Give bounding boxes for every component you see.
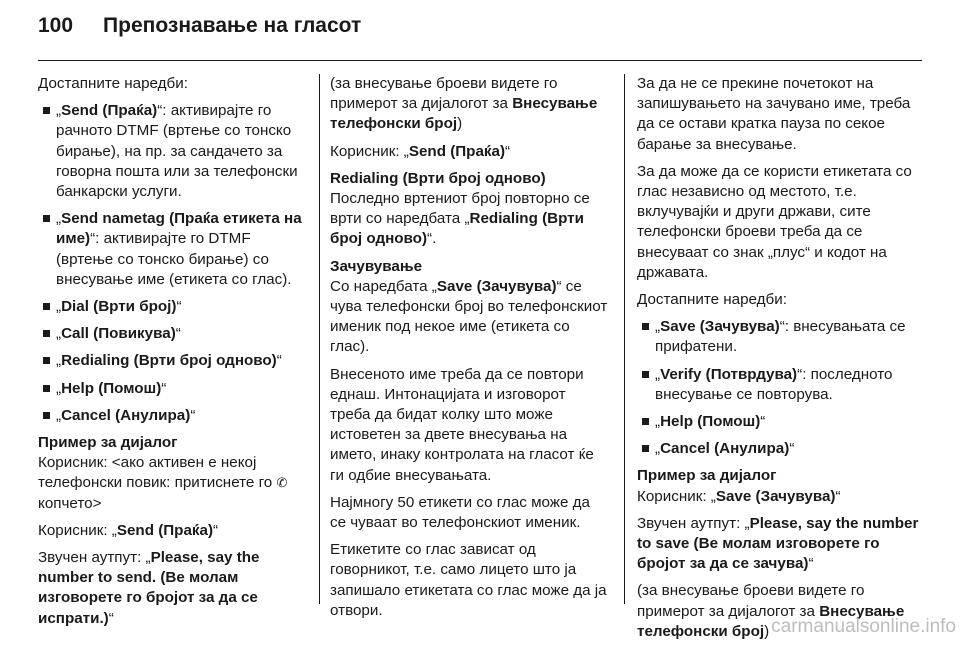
list-item: „Cancel (Анулира)“ <box>637 439 927 459</box>
dialog-audio-output: Звучен аутпут: „Please, say the number to save (Ве молам изговорете го бројот за да се зачува)“ <box>637 514 919 573</box>
phone-icon: ✆ <box>276 475 288 491</box>
list-item: „Verify (Потврдува)“: последното внесување се повторува. <box>637 365 927 405</box>
column-1 <box>38 74 308 636</box>
page-title: Препознавање на гласот <box>103 14 362 37</box>
command-name: Call (Повикува) <box>61 325 176 343</box>
list-item: „Help (Помош)“ <box>38 379 308 399</box>
dialog-heading: Пример за дијалог <box>637 467 777 485</box>
dialog-user-command: Корисник: „Send (Праќа)“ <box>330 142 511 160</box>
header-rule <box>38 60 922 61</box>
page-header <box>38 14 361 54</box>
redial-text: Последно вртениот број повторно се врти со наредбата „Redialing (Врти број одново)“. <box>330 190 590 248</box>
column-divider-1 <box>319 74 320 604</box>
repeat-text: Внесеното име треба да се повтори еднаш. Интонацијата и изговорот треба да бидат колку што може истоветен за двете внесувања на името, инаку контролата на гласот ќе ги одбие внесувањата. <box>330 365 594 484</box>
dialog-user-line: Корисник: <ако активен е некој телефонски повик: притиснете го ✆ копчето> <box>38 454 288 512</box>
column-2 <box>330 74 608 628</box>
list-item: „Redialing (Врти број одново)“ <box>38 351 308 371</box>
redial-heading: Redialing (Врти број одново) <box>330 169 546 187</box>
list-item: „Dial (Врти број)“ <box>38 297 308 317</box>
list-item: „Send nametag (Праќа етикета на име)“: активирајте го DTMF (вртење со тонско бирање) со внесување име (етикета со глас). <box>38 209 308 290</box>
command-list <box>38 101 308 426</box>
page-number: 100 <box>38 14 74 37</box>
list-item: „Help (Помош)“ <box>637 412 927 432</box>
speaker-text: Етикетите со глас зависат од говорникот, т.е. само лицето што ја запишало етикетата со глас може да ја отвори. <box>330 541 607 619</box>
list-item: „Cancel (Анулира)“ <box>38 406 308 426</box>
list-item: „Send (Праќа)“: активирајте го рачното DTMF (вртење со тонско бирање), на пр. за сандачето за говорна пошта или за телефонски банкарски услуги. <box>38 101 308 202</box>
column-3 <box>637 74 927 649</box>
save-heading: Зачувување <box>330 257 423 275</box>
command-name: Save (Зачувува) <box>660 318 780 336</box>
list-item: „Save (Зачувува)“: внесувањата се прифатени. <box>637 317 927 357</box>
dialog-audio-output: Звучен аутпут: „Please, say the number to send. (Ве молам изговорете го бројот за да се испрати.)“ <box>38 549 260 627</box>
dialog-user-command: Корисник: „Save (Зачувува)“ <box>637 487 841 505</box>
command-name: Verify (Потврдува) <box>660 365 798 383</box>
command-name: Help (Помош) <box>61 379 162 397</box>
dialog-heading: Пример за дијалог <box>38 434 178 452</box>
command-name: Send (Праќа) <box>61 102 158 120</box>
watermark: carmanualsonline.info <box>771 616 956 637</box>
column-divider-2 <box>624 74 625 604</box>
command-list <box>637 317 927 459</box>
command-name: Cancel (Анулира) <box>660 440 790 458</box>
command-name: Send nametag (Праќа етикета на име) <box>56 210 302 248</box>
save-text: Со наредбата „Save (Зачувува)“ се чува телефонски број во телефонскиот именик под некое име (етикета со глас). <box>330 277 608 356</box>
plus-text: За да може да се користи етикетата со глас независно од местото, т.е. вклучувајќи и други држави, сите телефонски броеви треба да се внесуваат со знак „плус“ и кодот на државата. <box>637 162 912 281</box>
outro-note: (за внесување броеви видете го примерот за дијалогот за Внесување телефонски број) <box>637 582 905 640</box>
available-commands-label: Достапните наредби: <box>637 291 787 309</box>
list-item: „Call (Повикува)“ <box>38 324 308 344</box>
max-text: Најмногу 50 етикети со глас може да се чуваат во телефонскиот именик. <box>330 493 590 532</box>
intro-note: (за внесување броеви видете го примерот за дијалогот за Внесување телефонски број) <box>330 75 598 133</box>
command-name: Dial (Врти број) <box>61 298 177 316</box>
command-name: Help (Помош) <box>660 413 761 431</box>
pause-text: За да не се прекине почетокот на запишувањето на зачувано име, треба да се остави кратка пауза по секое барање за внесување. <box>637 75 911 153</box>
command-name: Cancel (Анулира) <box>61 406 191 424</box>
command-name: Redialing (Врти број одново) <box>61 352 277 370</box>
dialog-user-command: Корисник: „Send (Праќа)“ <box>38 521 219 539</box>
available-commands-label: Достапните наредби: <box>38 75 188 92</box>
